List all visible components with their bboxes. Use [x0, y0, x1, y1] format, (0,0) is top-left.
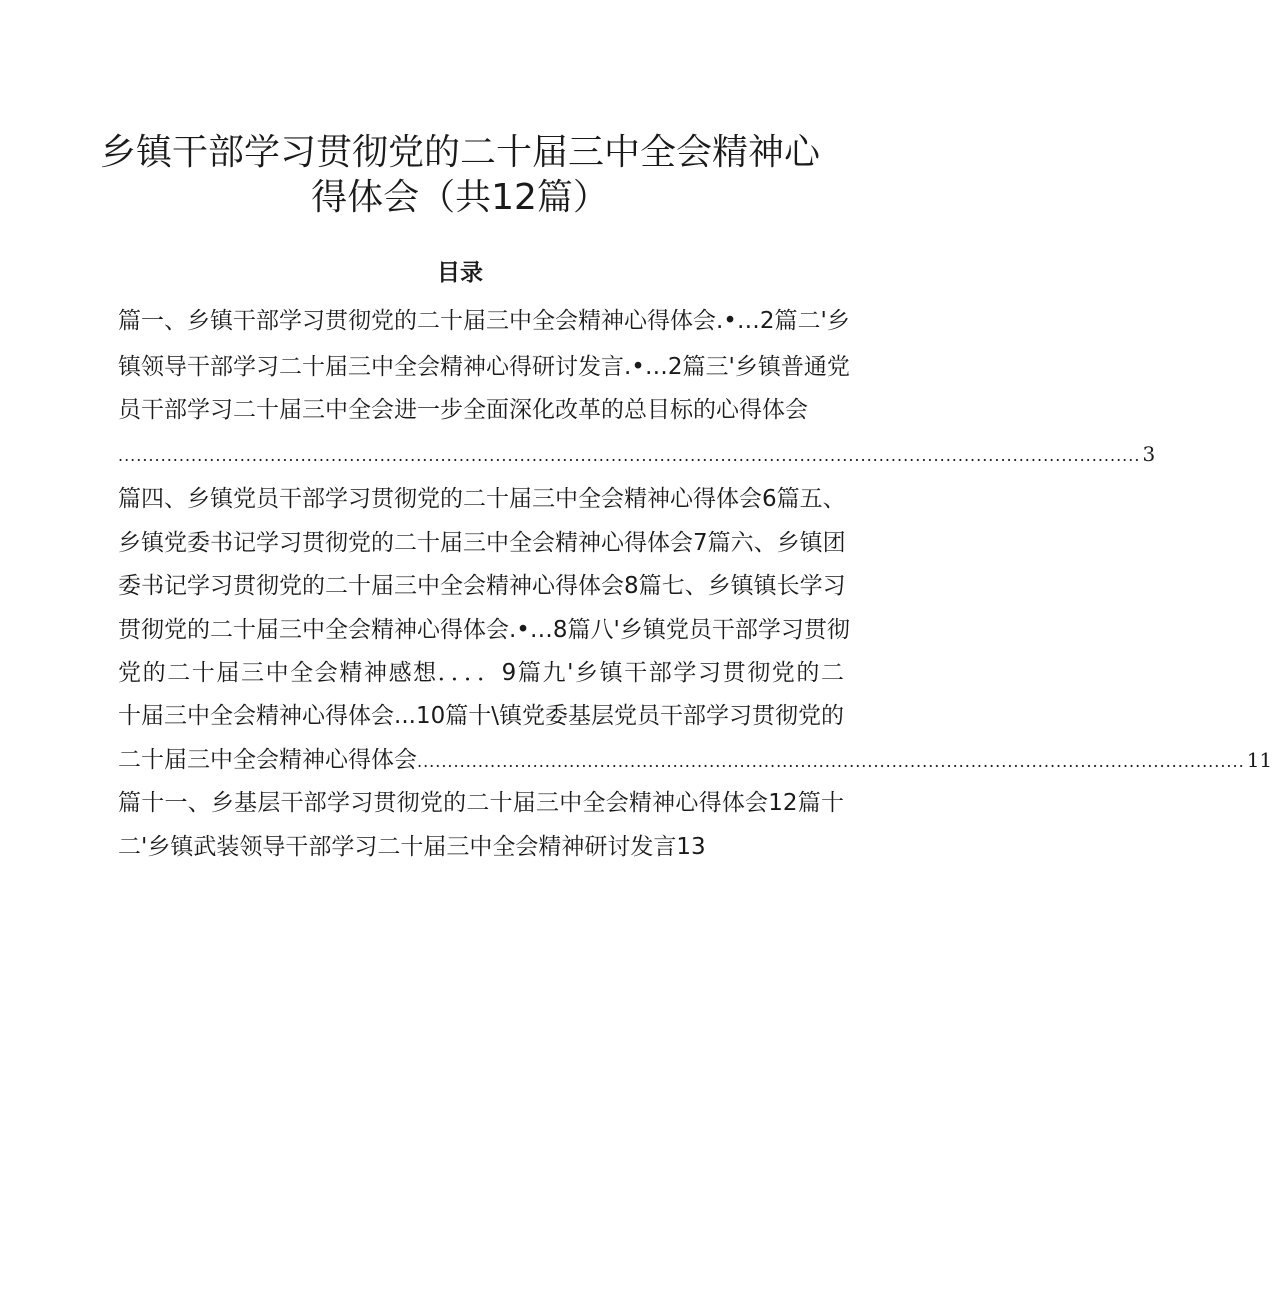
dot-leader: ........................................................................................................................................ — [417, 752, 1245, 771]
toc-line: 党的二十届三中全会精神感想．．．．9篇九'乡镇干部学习贯彻党的二 — [118, 660, 844, 686]
toc-line: 贯彻党的二十届三中全会精神心得体会.•…8篇八'乡镇党员干部学习贯彻 — [118, 617, 850, 643]
toc-line: 委书记学习贯彻党的二十届三中全会精神心得体会8篇七、乡镇镇长学习 — [118, 573, 846, 599]
document-title-line-1: 乡镇干部学习贯彻党的二十届三中全会精神心 — [100, 132, 821, 173]
toc-line: 十届三中全会精神心得体会...10篇十\镇党委基层党员干部学习贯彻党的 — [118, 703, 844, 729]
toc-line: 篇四、乡镇党员干部学习贯彻党的二十届三中全会精神心得体会6篇五、 — [118, 486, 846, 512]
document-title-line-2: 得体会（共12篇） — [311, 177, 609, 218]
toc-line: 篇一、乡镇干部学习贯彻党的二十届三中全会精神心得体会.•…2篇二'乡 — [118, 308, 850, 334]
toc-dot-leader-line — [118, 744, 1272, 778]
toc-dot-leader-line — [118, 438, 1156, 472]
dot-leader: ........................................................................................................................................................................ — [118, 446, 1141, 465]
toc-line: 二'乡镇武装领导干部学习二十届三中全会精神研讨发言13 — [118, 834, 706, 860]
toc-line: 镇领导干部学习二十届三中全会精神心得研讨发言.•…2篇三'乡镇普通党 — [118, 354, 850, 380]
toc-line: 篇十一、乡基层干部学习贯彻党的二十届三中全会精神心得体会12篇十 — [118, 790, 844, 816]
toc-heading: 目录 — [437, 260, 483, 286]
toc-line: 员干部学习二十届三中全会进一步全面深化改革的总目标的心得体会 — [118, 397, 808, 423]
toc-page-number: 11 — [1246, 748, 1272, 772]
toc-page-number: 3 — [1142, 442, 1156, 466]
toc-line: 乡镇党委书记学习贯彻党的二十届三中全会精神心得体会7篇六、乡镇团 — [118, 530, 846, 556]
toc-entry-text: 二十届三中全会精神心得体会 — [118, 747, 417, 773]
